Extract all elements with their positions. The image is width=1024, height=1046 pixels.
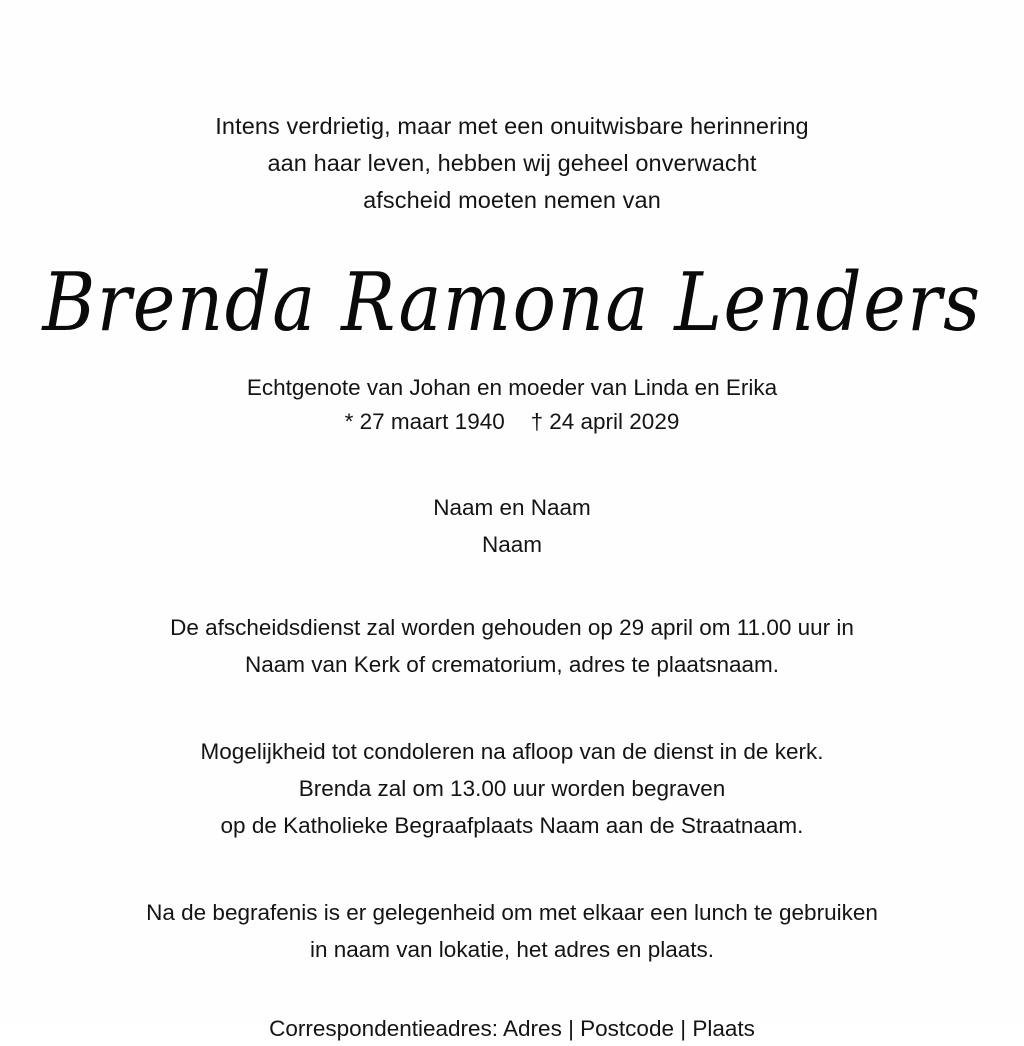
dagger-icon: † bbox=[530, 409, 543, 434]
correspondence-address: Correspondentieadres: Adres | Postcode | Plaats bbox=[269, 1016, 755, 1041]
intro-line-2: aan haar leven, hebben wij geheel onverwacht bbox=[267, 150, 757, 176]
birth-date: * 27 maart 1940 bbox=[344, 409, 505, 434]
death-date: 24 april 2029 bbox=[549, 409, 680, 434]
service-line-1: De afscheidsdienst zal worden gehouden op 29 april om 11.00 uur in bbox=[170, 615, 854, 640]
relation-text: Echtgenote van Johan en moeder van Linda en Erika bbox=[246, 375, 778, 400]
service-details bbox=[0, 609, 1024, 683]
condolence-details bbox=[0, 733, 1024, 844]
survivors-line-1: Naam en Naam bbox=[433, 495, 591, 520]
lunch-line-1: Na de begrafenis is er gelegenheid om met elkaar een lunch te gebruiken bbox=[146, 900, 878, 925]
intro-text bbox=[0, 108, 1024, 219]
death-date-group bbox=[531, 405, 680, 439]
survivors-text bbox=[0, 489, 1024, 563]
life-dates bbox=[0, 405, 1024, 439]
deceased-name: Brenda Ramona Lenders bbox=[42, 254, 982, 350]
survivors-line-2: Naam bbox=[481, 532, 543, 557]
lunch-details bbox=[0, 894, 1024, 968]
condolence-line-2: Brenda zal om 13.00 uur worden begraven bbox=[298, 776, 726, 801]
intro-line-3: afscheid moeten nemen van bbox=[363, 187, 661, 213]
lunch-line-2: in naam van lokatie, het adres en plaats. bbox=[309, 937, 714, 962]
service-line-2: Naam van Kerk of crematorium, adres te plaatsnaam. bbox=[245, 652, 779, 677]
condolence-line-1: Mogelijkheid tot condoleren na afloop van de dienst in de kerk. bbox=[200, 739, 824, 764]
condolence-line-3: op de Katholieke Begraafplaats Naam aan de Straatnaam. bbox=[220, 813, 804, 838]
intro-line-1: Intens verdrietig, maar met een onuitwisbare herinnering bbox=[215, 113, 809, 139]
